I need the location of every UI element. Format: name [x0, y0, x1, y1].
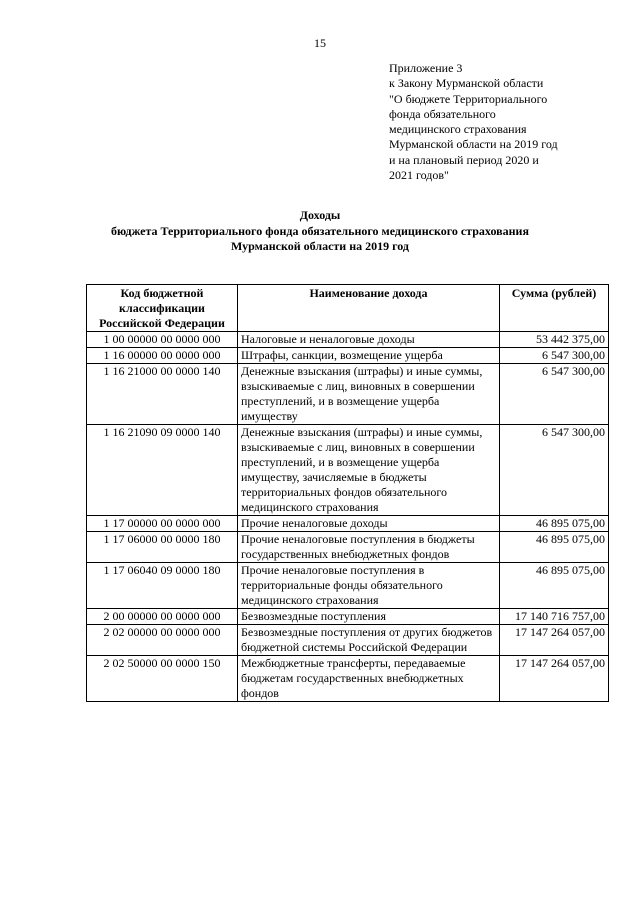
row-sum: 53 442 375,00	[500, 332, 609, 348]
row-sum: 46 895 075,00	[500, 563, 609, 609]
table-row	[87, 364, 609, 425]
row-code: 1 17 06040 09 0000 180	[87, 563, 238, 609]
row-sum: 46 895 075,00	[500, 516, 609, 532]
appendix-line: 2021 годов"	[389, 168, 449, 183]
table-row	[87, 332, 609, 348]
table-row	[87, 425, 609, 516]
row-code: 1 00 00000 00 0000 000	[87, 332, 238, 348]
row-sum: 6 547 300,00	[500, 425, 609, 516]
row-code: 1 16 21000 00 0000 140	[87, 364, 238, 425]
row-sum: 46 895 075,00	[500, 532, 609, 563]
title-line: Доходы	[299, 208, 341, 222]
row-code: 2 00 00000 00 0000 000	[87, 609, 238, 625]
row-name: Межбюджетные трансферты, передаваемые бюджетам государственных внебюджетных фондов	[238, 656, 500, 702]
row-sum: 17 140 716 757,00	[500, 609, 609, 625]
appendix-line: фонда обязательного	[389, 106, 496, 121]
row-name: Денежные взыскания (штрафы) и иные суммы, взыскиваемые с лиц, виновных в совершении преступлений, и в возмещение ущерба имуществу, зачисляемые в бюджеты территориальных фондов обязательного медицинского страхования	[238, 425, 500, 516]
table-row	[87, 563, 609, 609]
row-sum: 6 547 300,00	[500, 364, 609, 425]
document-title	[0, 208, 640, 255]
table-row	[87, 609, 609, 625]
row-sum: 17 147 264 057,00	[500, 625, 609, 656]
income-table	[86, 284, 609, 702]
page-number: 15	[314, 36, 326, 50]
row-name: Денежные взыскания (штрафы) и иные суммы, взыскиваемые с лиц, виновных в совершении преступлений, и в возмещение ущерба имуществу	[238, 364, 500, 425]
title-line: Мурманской области на 2019 год	[230, 239, 410, 253]
header-code: Код бюджетной классификации Российской Федерации	[87, 285, 238, 332]
table-row	[87, 348, 609, 364]
row-name: Налоговые и неналоговые доходы	[238, 332, 500, 348]
row-sum: 6 547 300,00	[500, 348, 609, 364]
row-code: 1 17 00000 00 0000 000	[87, 516, 238, 532]
row-code: 1 17 06000 00 0000 180	[87, 532, 238, 563]
title-line: бюджета Территориального фонда обязательного медицинского страхования	[111, 223, 529, 238]
table-header-row	[87, 285, 609, 332]
appendix-line: Приложение 3	[389, 61, 463, 75]
appendix-line: "О бюджете Территориального	[389, 91, 548, 106]
row-name: Штрафы, санкции, возмещение ущерба	[238, 348, 500, 364]
row-code: 2 02 00000 00 0000 000	[87, 625, 238, 656]
table-row	[87, 625, 609, 656]
row-code: 1 16 21090 09 0000 140	[87, 425, 238, 516]
appendix-line: медицинского страхования	[389, 122, 527, 137]
row-name: Прочие неналоговые поступления в бюджеты государственных внебюджетных фондов	[238, 532, 500, 563]
table-row	[87, 516, 609, 532]
row-sum: 17 147 264 057,00	[500, 656, 609, 702]
table-row	[87, 532, 609, 563]
row-name: Безвозмездные поступления	[238, 609, 500, 625]
table-row	[87, 656, 609, 702]
header-sum: Сумма (рублей)	[500, 285, 609, 332]
row-name: Безвозмездные поступления от других бюджетов бюджетной системы Российской Федерации	[238, 625, 500, 656]
row-name: Прочие неналоговые доходы	[238, 516, 500, 532]
row-code: 2 02 50000 00 0000 150	[87, 656, 238, 702]
appendix-note	[389, 61, 629, 183]
header-name: Наименование дохода	[238, 285, 500, 332]
appendix-line: к Закону Мурманской области	[389, 76, 544, 91]
appendix-line: Мурманской области на 2019 год	[389, 137, 558, 152]
row-name: Прочие неналоговые поступления в территориальные фонды обязательного медицинского страхования	[238, 563, 500, 609]
row-code: 1 16 00000 00 0000 000	[87, 348, 238, 364]
appendix-line: и на плановый период 2020 и	[389, 152, 539, 167]
